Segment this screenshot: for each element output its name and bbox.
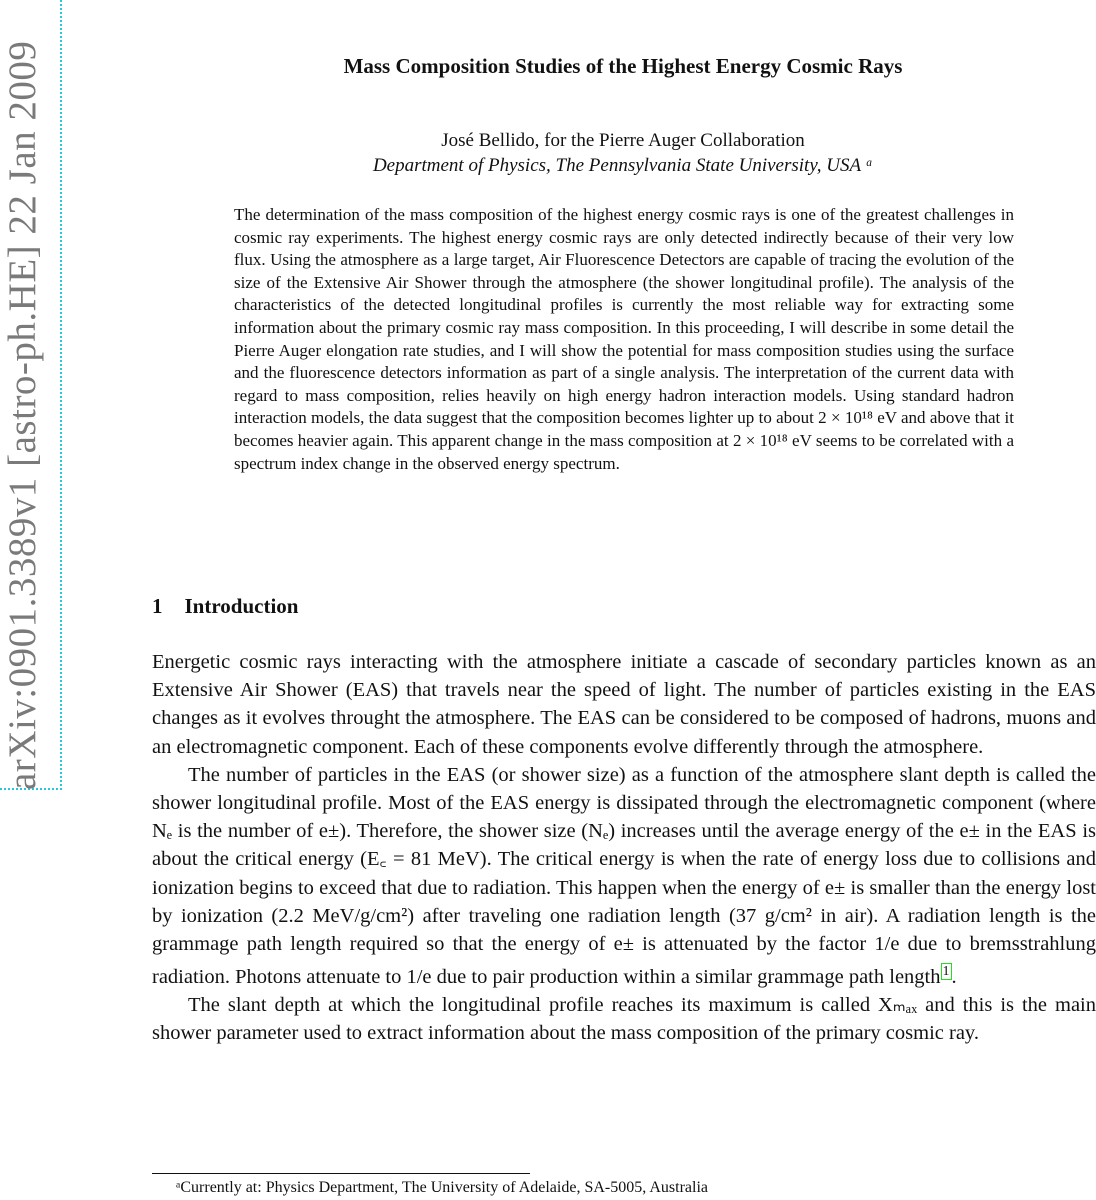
- paragraph-2: The number of particles in the EAS (or shower size) as a function of the atmosphere slant depth is called the shower longitudinal profile. Most of the EAS energy is dissipated through the electromagnetic component (where Nₑ is the number of e±). Therefore, the shower size (Nₑ) increases until the average energy of the e± in the EAS is about the critical energy (E꜀ = 81 MeV). The critical energy is when the rate of energy loss due to collisions and ionization begins to exceed that due to radiation. This happen when the energy of e± is smaller than the energy lost by ionization (2.2 MeV/g/cm²) after traveling one radiation length (37 g/cm² in air). A radiation length is the grammage path length required so that the energy of e± is attenuated by the factor 1/e due to bremsstrahlung radiation. Photons attenuate to 1/e due to pair production within a similar grammage path length $^1$.: [152, 763, 1096, 989]
- reference-link[interactable]: 1: [942, 964, 950, 980]
- section-title: Introduction: [184, 594, 299, 618]
- paragraph-3: The slant depth at which the longitudinal profile reaches its maximum is called Xₘₐₓ and this is the main shower parameter used to extract information about the mass composition of the primary cosmic ray.: [152, 994, 1096, 1045]
- paragraph-1: Energetic cosmic rays interacting with the atmosphere initiate a cascade of secondary particles known as an Extensive Air Shower (EAS) that travels near the speed of light. The number of particles existing in the EAS changes as it evolves throught the atmosphere. The EAS can be considered to be composed of hadrons, muons and an electromagnetic component. Each of these components evolve differently through the atmosphere.: [152, 651, 1096, 758]
- affiliation-line: Department of Physics, The Pennsylvania State University, USA ᵃ: [372, 155, 874, 176]
- body-text: [152, 648, 1096, 1048]
- paper-title: Mass Composition Studies of the Highest Energy Cosmic Rays: [343, 54, 903, 78]
- arxiv-stamp: arXiv:0901.3389v1 [astro-ph.HE] 22 Jan 2009: [1, 40, 44, 790]
- footnote: ᵃCurrently at: Physics Department, The University of Adelaide, SA-5005, Australia: [176, 1179, 708, 1196]
- abstract: The determination of the mass composition of the highest energy cosmic rays is one of the greatest challenges in cosmic ray experiments. The highest energy cosmic rays are only detected indirectly because of their very low flux. Using the atmosphere as a large target, Air Fluorescence Detectors are capable of tracing the evolution of the size of the Extensive Air Shower through the atmosphere (the shower longitudinal profile). The analysis of the characteristics of the detected longitudinal profiles is currently the most reliable way for extracting some information about the primary cosmic ray mass composition. In this proceeding, I will describe in some detail the Pierre Auger elongation rate studies, and I will show the potential for mass composition studies using the surface and the fluorescence detectors information as part of a single analysis. The interpretation of the current data with regard to mass composition, relies heavily on high energy hadron interaction models. Using standard hadron interaction models, the data suggest that the composition becomes lighter up to about 2 × 10¹⁸ eV and above that it becomes heavier again. This apparent change in the mass composition at 2 × 10¹⁸ eV seems to be correlated with a spectrum index change in the observed energy spectrum.: [234, 205, 1014, 473]
- footnote-rule: [152, 1173, 530, 1174]
- author-line: José Bellido, for the Pierre Auger Collaboration: [441, 130, 805, 151]
- section-number: 1: [152, 594, 163, 618]
- section-heading: [152, 594, 298, 619]
- paragraph-2-text: The number of particles in the EAS (or shower size) as a function of the atmosphere slant depth is called the shower longitudinal profile. Most of the EAS energy is dissipated through the electromagnetic component (where Nₑ is the number of e±). Therefore, the shower size (Nₑ) increases until the average energy of the e± in the EAS is about the critical energy (E꜀ = 81 MeV). The critical energy is when the rate of energy loss due to collisions and ionization begins to exceed that due to radiation. This happen when the energy of e± is smaller than the energy lost by ionization (2.2 MeV/g/cm²) after traveling one radiation length (37 g/cm² in air). A radiation length is the grammage path length required so that the energy of e± is attenuated by the factor 1/e due to bremsstrahlung radiation. Photons attenuate to 1/e due to pair production within a similar grammage path length: [152, 763, 1096, 989]
